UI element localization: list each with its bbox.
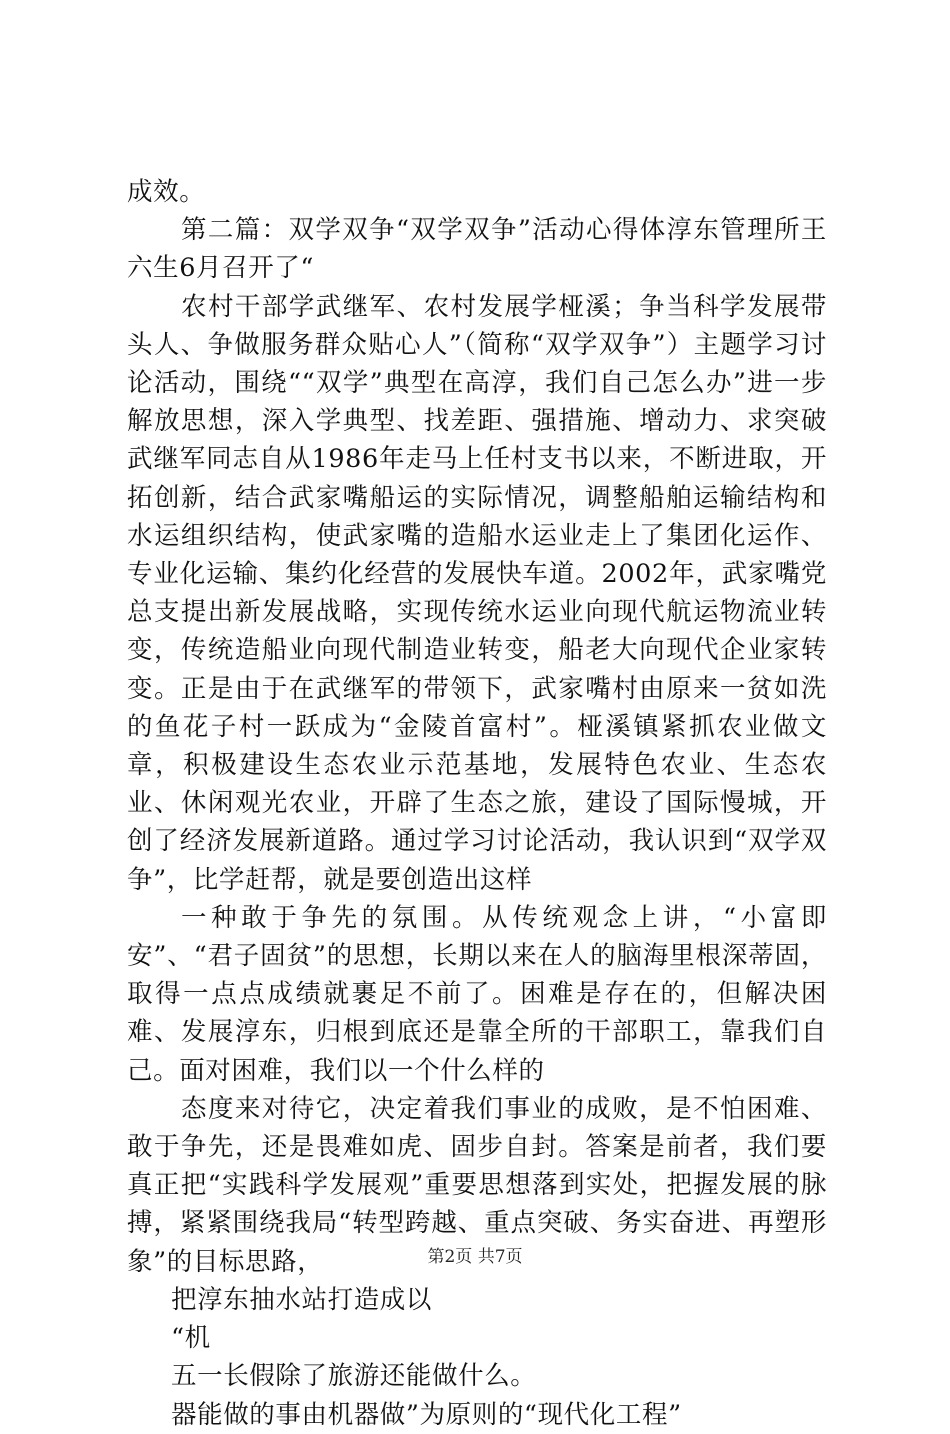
document-body bbox=[127, 173, 827, 1434]
paragraph-quote-fragment: “机 bbox=[171, 1323, 211, 1354]
paragraph-activity-description: 农村干部学武继军、农村发展学桠溪；争当科学发展带头人、争做服务群众贴心人”（简称“双学双争”）主题学习讨论活动，围绕““双学”典型在高淳，我们自己怎么办”进一步解放思想，深入学典型、找差距、强措施、增动力、求突破武继军同志自从1986年走马上任村支书以来，不断进取，开拓创新，结合武家嘴船运的实际情况，调整船舶运输结构和水运组织结构，使武家嘴的造船水运业走上了集团化运作、专业化运输、集约化经营的发展快车道。2002年，武家嘴党总支提出新发展战略，实现传统水运业向现代航运物流业转变，传统造船业向现代制造业转变，船老大向现代企业家转变。正是由于在武继军的带领下，武家嘴村由原来一贫如洗的鱼花子村一跃成为“金陵首富村”。桠溪镇紧抓农业做文章，积极建设生态农业示范基地，发展特色农业、生态农业、休闲观光农业，开辟了生态之旅，建设了国际慢城，开创了经济发展新道路。通过学习讨论活动，我认识到“双学双争”，比学赶帮，就是要创造出这样 bbox=[127, 291, 827, 895]
paragraph-closing-word: 成效。 bbox=[127, 177, 206, 207]
paragraph-pump-station: 把淳东抽水站打造成以 bbox=[171, 1284, 433, 1315]
page-number-footer: 第2页 共7页 bbox=[427, 1247, 523, 1267]
paragraph-second-article-title: 第二篇：双学双争“双学双争”活动心得体淳东管理所王六生6月召开了“ bbox=[127, 215, 827, 284]
paragraph-competitive-atmosphere: 一种敢于争先的氛围。从传统观念上讲，“小富即安”、“君子固贫”的思想，长期以来在人的脑海里根深蒂固，取得一点点成绩就裹足不前了。困难是存在的，但解决困难、发展淳东，归根到底还是靠全所的干部职工，靠我们自己。面对困难，我们以一个什么样的 bbox=[127, 902, 827, 1086]
paragraph-attitude: 态度来对待它，决定着我们事业的成败，是不怕困难、敢于争先，还是畏难如虎、固步自封。答案是前者，我们要真正把“实践科学发展观”重要思想落到实处，把握发展的脉搏，紧紧围绕我局“转型跨越、重点突破、务实奋进、再塑形象”的目标思路， bbox=[127, 1093, 827, 1277]
paragraph-holiday: 五一长假除了旅游还能做什么。 bbox=[171, 1361, 537, 1392]
paragraph-modern-project: 器能做的事由机器做”为原则的“现代化工程” bbox=[171, 1399, 682, 1430]
